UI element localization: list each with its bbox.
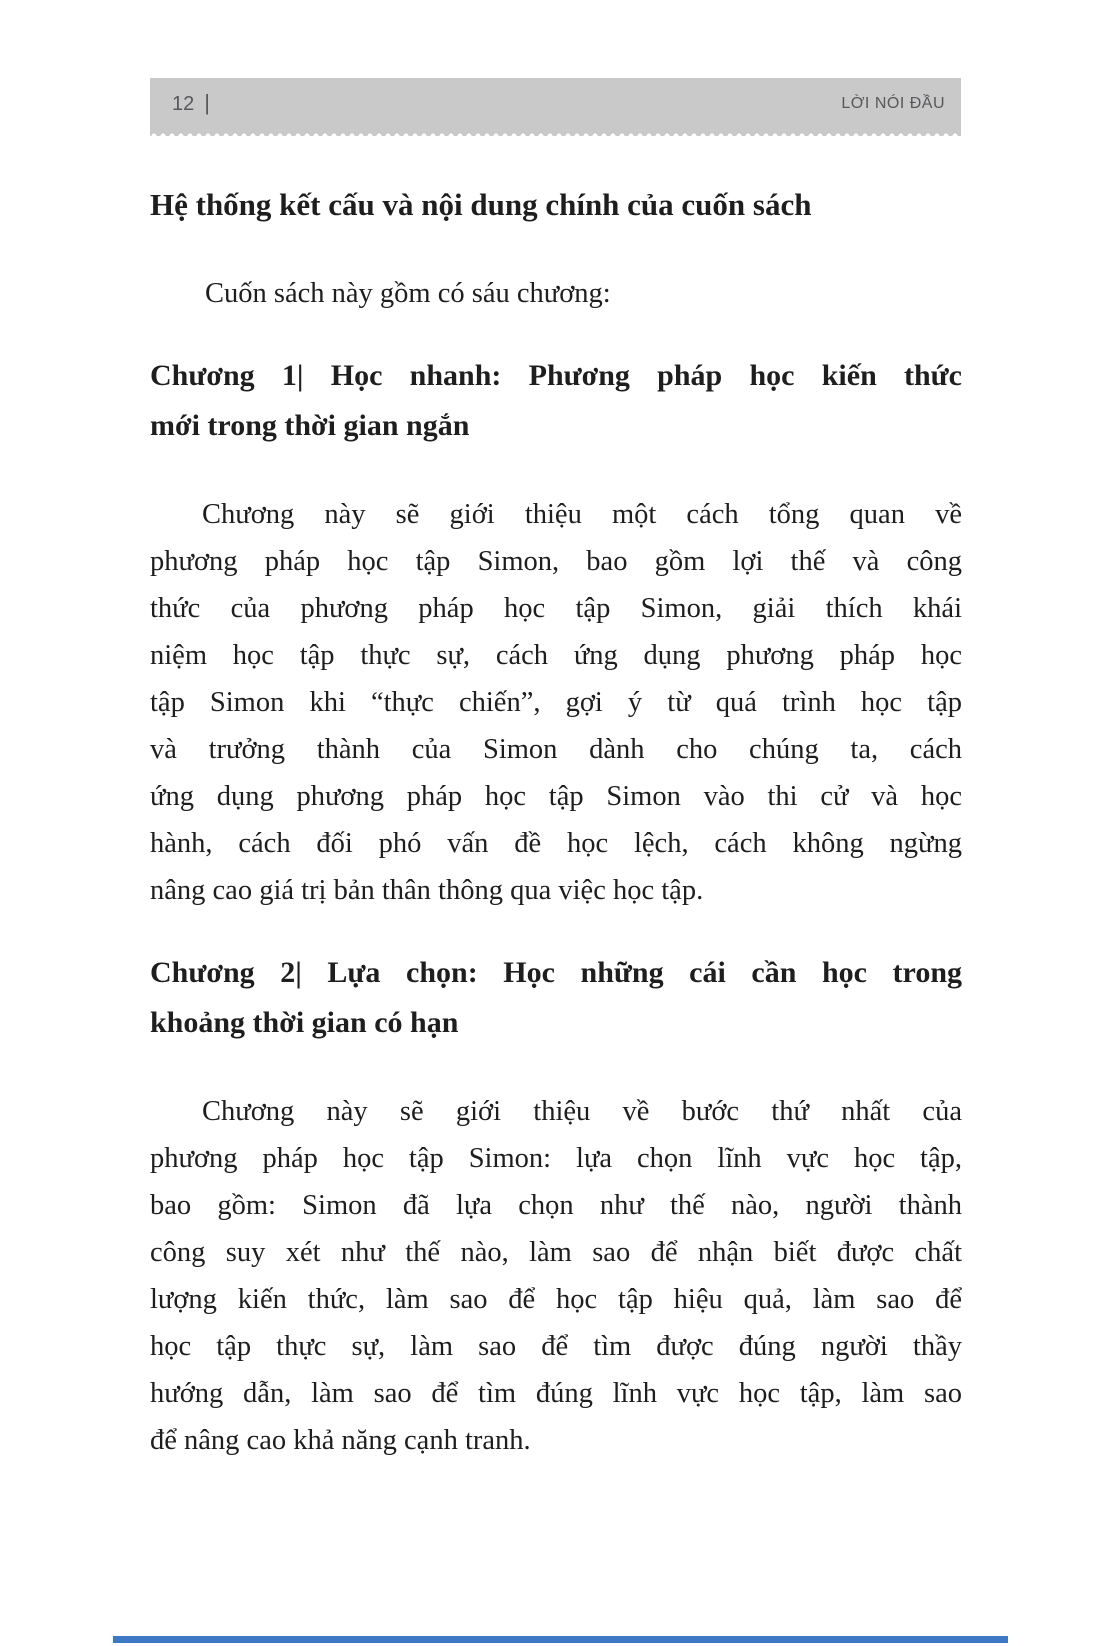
chapter-heading-line: khoảng thời gian có hạn	[150, 1006, 459, 1039]
body-text-line: Chương này sẽ giới thiệu về bước thứ nhất của	[202, 1096, 962, 1127]
body-text-line: phương pháp học tập Simon: lựa chọn lĩnh vực học tập,	[150, 1143, 962, 1174]
body-text-line: công suy xét như thế nào, làm sao để nhận biết được chất	[150, 1237, 962, 1268]
chapter-summary-paragraph	[150, 1088, 962, 1464]
body-text-line: thức của phương pháp học tập Simon, giải thích khái	[150, 593, 962, 624]
body-text-line: niệm học tập thực sự, cách ứng dụng phương pháp học	[150, 640, 962, 671]
header-section-label: LỜI NÓI ĐẦU	[841, 95, 945, 112]
chapter-heading-line: Chương 2| Lựa chọn: Học những cái cần học trong	[150, 956, 962, 989]
page-body	[150, 166, 962, 1464]
body-text-line: lượng kiến thức, làm sao để học tập hiệu quả, làm sao để	[150, 1284, 962, 1315]
page-header-bar	[150, 78, 961, 130]
body-text-line: bao gồm: Simon đã lựa chọn như thế nào, người thành	[150, 1190, 962, 1221]
body-text-line: nâng cao giá trị bản thân thông qua việc học tập.	[150, 875, 704, 906]
body-text-line: hành, cách đối phó vấn đề học lệch, cách không ngừng	[150, 828, 962, 859]
chapter-heading-line: mới trong thời gian ngắn	[150, 409, 470, 442]
body-text-line: hướng dẫn, làm sao để tìm đúng lĩnh vực học tập, làm sao	[150, 1378, 962, 1409]
intro-paragraph: Cuốn sách này gồm có sáu chương:	[205, 278, 611, 309]
section-title: Hệ thống kết cấu và nội dung chính của cuốn sách	[150, 187, 812, 222]
page-number-value: 12	[172, 92, 195, 115]
page-number-divider: |	[204, 90, 210, 115]
body-text-line: tập Simon khi “thực chiến”, gợi ý từ quá trình học tập	[150, 687, 962, 718]
body-text-line: học tập thực sự, làm sao để tìm được đúng người thầy	[150, 1331, 962, 1362]
body-text-line: để nâng cao khả năng cạnh tranh.	[150, 1425, 531, 1456]
body-text-line: phương pháp học tập Simon, bao gồm lợi thế và công	[150, 546, 962, 577]
chapters-container	[150, 351, 962, 1464]
chapter-summary-paragraph	[150, 491, 962, 914]
page-number	[172, 91, 210, 117]
reading-progress-bar	[113, 1636, 1008, 1643]
body-text-line: ứng dụng phương pháp học tập Simon vào thi cử và học	[150, 781, 962, 812]
chapter-heading	[150, 351, 962, 451]
body-text-line: Chương này sẽ giới thiệu một cách tổng quan về	[202, 499, 962, 530]
chapter-heading	[150, 948, 962, 1048]
chapter-heading-line: Chương 1| Học nhanh: Phương pháp học kiến thức	[150, 359, 962, 392]
body-text-line: và trưởng thành của Simon dành cho chúng ta, cách	[150, 734, 962, 765]
